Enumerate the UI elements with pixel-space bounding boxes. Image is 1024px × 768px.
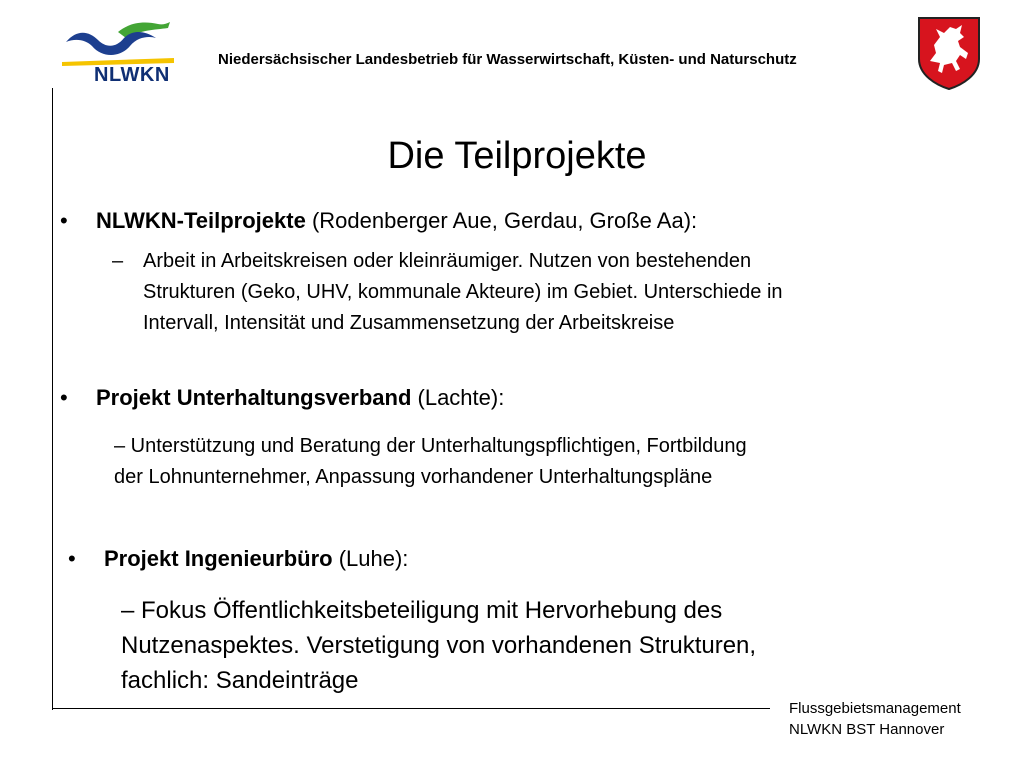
- bullet-icon: •: [68, 546, 76, 571]
- section-3-body: [121, 593, 756, 698]
- section-3-heading: [68, 546, 408, 572]
- left-frame-line: [52, 88, 53, 710]
- section-3-normal: (Luhe):: [332, 546, 409, 571]
- section-2-normal: (Lachte):: [411, 385, 505, 410]
- section-3-line: – Fokus Öffentlichkeitsbeteiligung mit Hervorhebung des: [121, 597, 723, 624]
- section-2-bold: Projekt Unterhaltungsverband: [96, 385, 412, 410]
- bullet-icon: •: [60, 385, 68, 410]
- footer: [789, 698, 961, 740]
- section-3-bold: Projekt Ingenieurbüro: [104, 546, 333, 571]
- section-2-line: der Lohnunternehmer, Anpassung vorhandener Unterhaltungspläne: [114, 466, 713, 488]
- section-3-line: fachlich: Sandeinträge: [121, 667, 359, 694]
- bullet-icon: •: [60, 208, 68, 233]
- section-1-bold: NLWKN-Teilprojekte: [96, 208, 306, 233]
- footer-line-2: NLWKN BST Hannover: [789, 721, 945, 738]
- slide-title: Die Teilprojekte: [387, 135, 647, 177]
- nlwkn-logo: [58, 18, 178, 68]
- section-3-line: Nutzenaspektes. Verstetigung von vorhandenen Strukturen,: [121, 632, 757, 659]
- section-1-dash: –: [112, 250, 124, 272]
- logo-blue-wave: [66, 32, 156, 55]
- section-2-body: [114, 431, 747, 493]
- logo-wordmark: NLWKN: [94, 64, 170, 86]
- section-1-line: Strukturen (Geko, UHV, kommunale Akteure) im Gebiet. Unterschiede in: [143, 281, 783, 303]
- section-2-heading: [60, 385, 504, 411]
- section-1-body: [143, 246, 783, 339]
- section-2-line: – Unterstützung und Beratung der Unterhaltungspflichtigen, Fortbildung: [114, 435, 747, 457]
- section-1-normal: (Rodenberger Aue, Gerdau, Große Aa):: [305, 208, 698, 233]
- organization-header: Niedersächsischer Landesbetrieb für Wasserwirtschaft, Küsten- und Naturschutz: [218, 51, 797, 68]
- section-1-heading: [60, 208, 697, 234]
- lower-saxony-crest-icon: [916, 15, 982, 91]
- section-1-line: Intervall, Intensität und Zusammensetzung der Arbeitskreise: [143, 312, 675, 334]
- footer-line-1: Flussgebietsmanagement: [789, 700, 961, 717]
- section-1-line: Arbeit in Arbeitskreisen oder kleinräumiger. Nutzen von bestehenden: [143, 250, 752, 272]
- bottom-frame-line: [52, 708, 770, 709]
